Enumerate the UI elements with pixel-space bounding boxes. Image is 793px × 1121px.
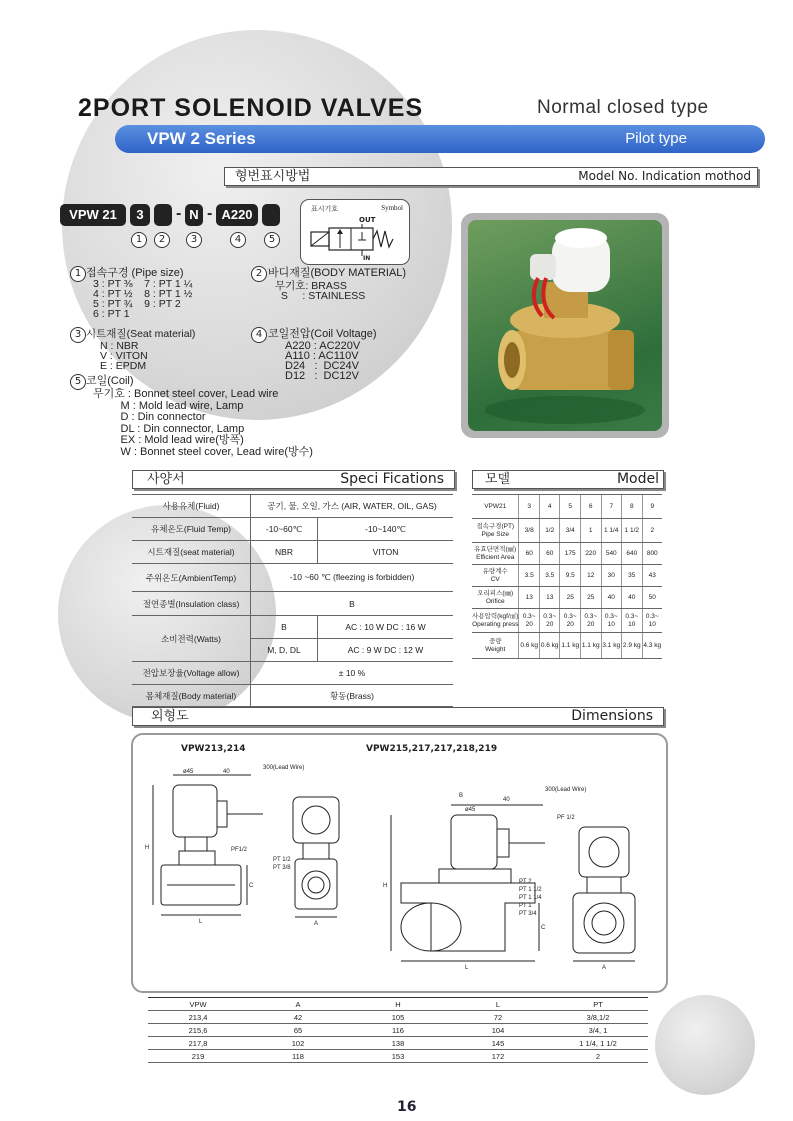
spec-header <box>132 470 455 489</box>
page-title: 2PORT SOLENOID VALVES <box>78 94 424 122</box>
spec-label: 시트재질(seat material) <box>132 541 251 564</box>
symbol-en: Symbol <box>381 204 403 212</box>
spec-label: 전압보장율(Voltage allow) <box>132 662 251 685</box>
valve-symbol-icon <box>307 224 405 256</box>
dim-table-header: H <box>348 998 448 1011</box>
model-en: Model <box>616 471 659 487</box>
code-num-1: 1 <box>131 232 147 248</box>
coil-list: 무기호 : Bonnet steel cover, Lead wire M : Mold lead wire, Lamp D : Din connector DL : Din connector, Lamp EX : Mold lead wire(방폭) W : Bonnet steel cover, Lead wire(방수) <box>93 388 313 458</box>
dim-right-h: H <box>383 883 388 889</box>
model-row <box>472 587 662 609</box>
model-cell: 2 <box>642 519 662 543</box>
spec-label: 주위온도(AmbientTemp) <box>132 564 251 592</box>
dim-table-row <box>148 1011 648 1024</box>
dim-left-h: H <box>145 845 150 851</box>
code-num-5: 5 <box>264 232 280 248</box>
model-cell: 60 <box>539 543 560 565</box>
model-table <box>472 494 662 659</box>
dim-left-l: L <box>199 919 203 925</box>
model-cell: 0.3~ 20 <box>519 609 540 633</box>
code-num-2: 2 <box>154 232 170 248</box>
model-row <box>472 495 662 519</box>
dim-table-header: VPW <box>148 998 248 1011</box>
model-cell: 1/2 <box>539 519 560 543</box>
dim-left-forty: 40 <box>223 769 230 775</box>
indication-en: Model No. Indication mothod <box>578 169 751 183</box>
spec-sub-key: B <box>251 616 318 639</box>
spec-value: -10 ~60 ℃ (fleezing is forbidden) <box>251 564 454 592</box>
pipe-size-list: 3 : PT ⅜ 7 : PT 1 ¼ 4 : PT ½ 8 : PT 1 ½ 5 : PT ¾ 9 : PT 2 6 : PT 1 <box>93 278 193 320</box>
spec-label: 유체온도(Fluid Temp) <box>132 518 251 541</box>
model-cell: 3.5 <box>519 565 540 587</box>
model-cell: 0.3~ 10 <box>622 609 643 633</box>
dim-right-c: C <box>541 925 546 931</box>
symbol-box <box>300 199 410 265</box>
valve-type: Normal closed type <box>537 97 709 118</box>
model-cell: 13 <box>519 587 540 609</box>
spec-sub-value: AC : 9 W DC : 12 W <box>318 639 454 662</box>
spec-sub-key: M, D, DL <box>251 639 318 662</box>
coil-voltage-list: A220 : AC220V A110 : AC110V D24 : DC24V D12 : DC12V <box>285 340 361 382</box>
opt-num-5: 5 <box>70 374 86 390</box>
model-cell: 0.3~ 20 <box>580 609 601 633</box>
dim-left-pt2: PT 3/8 <box>273 865 291 871</box>
model-cell: 4.3 kg <box>642 633 662 659</box>
dim-left-pf: PF1/2 <box>231 847 248 853</box>
model-row-label: 중량 Weight <box>472 633 519 659</box>
dim-table-cell: 1 1/4, 1 1/2 <box>548 1037 648 1050</box>
bg-circle-corner <box>655 995 755 1095</box>
dim-left-phi: ø45 <box>183 769 194 775</box>
dim-table-header: PT <box>548 998 648 1011</box>
model-row-label: VPW21 <box>472 495 519 519</box>
dim-table-cell: 116 <box>348 1024 448 1037</box>
dim-left-pt: PT 1/2 <box>273 857 291 863</box>
dim-table-cell: 217,8 <box>148 1037 248 1050</box>
dimension-drawings <box>133 757 666 987</box>
code-num-4: 4 <box>230 232 246 248</box>
model-cell: 13 <box>539 587 560 609</box>
dim-right-pt-3: PT 1 1/4 <box>519 895 542 901</box>
model-cell: 0.3~ 20 <box>560 609 581 633</box>
model-cell: 3/4 <box>560 519 581 543</box>
dimensions-en: Dimensions <box>571 708 653 724</box>
model-cell: 1.1 kg <box>560 633 581 659</box>
spec-value: VITON <box>318 541 454 564</box>
dim-right-b: B <box>459 793 464 799</box>
model-row-label: 유량계수 CV <box>472 565 519 587</box>
model-cell: 7 <box>601 495 622 519</box>
model-cell: 12 <box>580 565 601 587</box>
page-number: 16 <box>397 1099 417 1115</box>
model-cell: 1.1 kg <box>580 633 601 659</box>
model-cell: 8 <box>622 495 643 519</box>
dim-table-cell: 145 <box>448 1037 548 1050</box>
model-cell: 6 <box>580 495 601 519</box>
code-sep-2: - <box>207 207 213 222</box>
dimensions-ko: 외형도 <box>151 709 189 724</box>
dim-left-title: VPW213,214 <box>181 744 246 754</box>
dim-table-cell: 3/4, 1 <box>548 1024 648 1037</box>
series-bar <box>115 125 765 153</box>
dim-right-pt-2: PT 1 1/2 <box>519 887 542 893</box>
product-photo <box>461 213 669 438</box>
model-cell: 1 1/4 <box>601 519 622 543</box>
model-ko: 모델 <box>485 472 511 487</box>
model-cell: 2.9 kg <box>622 633 643 659</box>
dim-right-pt-4: PT 1 <box>519 903 532 909</box>
spec-value: B <box>251 592 454 616</box>
spec-value: NBR <box>251 541 318 564</box>
model-cell: 3.1 kg <box>601 633 622 659</box>
dim-table-cell: 105 <box>348 1011 448 1024</box>
dim-table-cell: 65 <box>248 1024 348 1037</box>
model-row-label: 접속구경(PT) Pipe Size <box>472 519 519 543</box>
spec-table <box>132 494 453 707</box>
dim-table-cell: 172 <box>448 1050 548 1063</box>
dim-table-row <box>148 1050 648 1063</box>
dim-right-lead: 300(Lead Wire) <box>545 787 587 793</box>
spec-sub-value: AC : 10 W DC : 16 W <box>318 616 454 639</box>
model-cell: 3 <box>519 495 540 519</box>
symbol-ko: 표시기호 <box>311 205 339 213</box>
model-cell: 9 <box>642 495 662 519</box>
model-cell: 3.5 <box>539 565 560 587</box>
code-box-3: A220 <box>216 204 258 226</box>
model-cell: 800 <box>642 543 662 565</box>
model-cell: 5 <box>560 495 581 519</box>
model-cell: 1 <box>580 519 601 543</box>
coil-voltage-title: 코일전압(Coil Voltage) <box>268 328 377 340</box>
opt-num-2: 2 <box>251 266 267 282</box>
dim-table-cell: 102 <box>248 1037 348 1050</box>
dim-left-a: A <box>314 921 319 927</box>
spec-label: 절연종별(Insulation class) <box>132 592 251 616</box>
dim-table-cell: 104 <box>448 1024 548 1037</box>
dim-right-a: A <box>602 965 607 971</box>
spec-label: 소비전력(Watts) <box>132 616 251 662</box>
dim-table-header: A <box>248 998 348 1011</box>
model-row <box>472 543 662 565</box>
dim-left-c: C <box>249 883 254 889</box>
model-cell: 0.6 kg <box>539 633 560 659</box>
symbol-in: IN <box>363 255 371 262</box>
model-row <box>472 519 662 543</box>
model-cell: 3/8 <box>519 519 540 543</box>
solenoid-valve-image <box>468 220 662 431</box>
dimensions-header <box>132 707 664 726</box>
model-row-label: 오리피스(㎜) Orifice <box>472 587 519 609</box>
coil-title: 코일(Coil) <box>86 375 134 387</box>
model-row-label: 유효단면적(㎟) Efficient Area <box>472 543 519 565</box>
model-cell: 0.3~ 10 <box>642 609 662 633</box>
seat-material-title: 시트재질(Seat material) <box>86 328 196 340</box>
spec-value: -10~140℃ <box>318 518 454 541</box>
dim-right-pt: PT 2 <box>519 879 532 885</box>
dim-table-cell: 215,6 <box>148 1024 248 1037</box>
model-cell: 40 <box>601 587 622 609</box>
opt-num-4: 4 <box>251 327 267 343</box>
spec-ko: 사양서 <box>147 472 185 487</box>
code-sep-1: - <box>176 207 182 222</box>
model-cell: 0.3~ 20 <box>539 609 560 633</box>
model-cell: 175 <box>560 543 581 565</box>
dim-table-cell: 213,4 <box>148 1011 248 1024</box>
model-cell: 30 <box>601 565 622 587</box>
body-material-list: 무기호: BRASS S : STAINLESS <box>275 280 366 302</box>
dimensions-table <box>148 997 648 1063</box>
spec-value: -10~60℃ <box>251 518 318 541</box>
dim-table-cell: 153 <box>348 1050 448 1063</box>
spec-value: 황동(Brass) <box>251 685 454 707</box>
symbol-out: OUT <box>359 216 376 224</box>
dimensions-panel <box>131 733 668 993</box>
series-name: VPW 2 Series <box>147 129 256 148</box>
code-box-2: N <box>185 204 203 226</box>
model-cell: 0.3~ 10 <box>601 609 622 633</box>
code-box-blank <box>154 204 172 226</box>
model-cell: 25 <box>560 587 581 609</box>
model-row <box>472 609 662 633</box>
model-cell: 40 <box>622 587 643 609</box>
dim-right-forty: 40 <box>503 797 510 803</box>
dim-left-lead: 300(Lead Wire) <box>263 765 305 771</box>
dim-right-l: L <box>465 965 469 971</box>
spec-value: ± 10 % <box>251 662 454 685</box>
code-prefix: VPW 21 <box>60 204 126 226</box>
model-cell: 4 <box>539 495 560 519</box>
dim-right-title: VPW215,217,217,218,219 <box>366 744 498 754</box>
model-cell: 35 <box>622 565 643 587</box>
dim-table-row <box>148 1037 648 1050</box>
model-cell: 9.5 <box>560 565 581 587</box>
dim-table-row <box>148 1024 648 1037</box>
dim-right-pt-5: PT 3/4 <box>519 911 537 917</box>
dim-table-cell: 72 <box>448 1011 548 1024</box>
opt-num-3: 3 <box>70 327 86 343</box>
spec-en: Speci Fications <box>340 471 444 487</box>
opt-num-1: 1 <box>70 266 86 282</box>
code-box-1: 3 <box>130 204 150 226</box>
body-material-title: 바디재질(BODY MATERIAL) <box>268 267 407 279</box>
dim-table-cell: 42 <box>248 1011 348 1024</box>
spec-label: 사용유체(Fluid) <box>132 495 251 518</box>
dim-table-header: L <box>448 998 548 1011</box>
model-cell: 0.6 kg <box>519 633 540 659</box>
indication-header <box>224 167 758 186</box>
dim-right-phi: ø45 <box>465 807 476 813</box>
code-box-blank-2 <box>262 204 280 226</box>
dim-table-cell: 3/8,1/2 <box>548 1011 648 1024</box>
spec-value: 공기, 물, 오일, 가스 (AIR, WATER, OIL, GAS) <box>251 495 454 518</box>
model-header <box>472 470 664 489</box>
model-cell: 540 <box>601 543 622 565</box>
code-num-3: 3 <box>186 232 202 248</box>
model-row <box>472 633 662 659</box>
pilot-type: Pilot type <box>625 130 687 147</box>
seat-material-list: N : NBR V : VITON E : EPDM <box>100 340 148 372</box>
model-cell: 640 <box>622 543 643 565</box>
model-cell: 43 <box>642 565 662 587</box>
dim-table-cell: 219 <box>148 1050 248 1063</box>
model-cell: 50 <box>642 587 662 609</box>
pipe-size-title: 접속구경 (Pipe size) <box>86 267 184 279</box>
dim-table-cell: 118 <box>248 1050 348 1063</box>
dim-table-cell: 2 <box>548 1050 648 1063</box>
model-cell: 60 <box>519 543 540 565</box>
dim-table-cell: 138 <box>348 1037 448 1050</box>
model-cell: 220 <box>580 543 601 565</box>
spec-label: 몸체재질(Body material) <box>132 685 251 707</box>
model-cell: 1 1/2 <box>622 519 643 543</box>
model-row-label: 사용압력(kgf/㎠) Operating press <box>472 609 519 633</box>
model-row <box>472 565 662 587</box>
model-cell: 25 <box>580 587 601 609</box>
dim-right-pf: PF 1/2 <box>557 815 575 821</box>
indication-ko: 형번표시방법 <box>235 169 311 184</box>
